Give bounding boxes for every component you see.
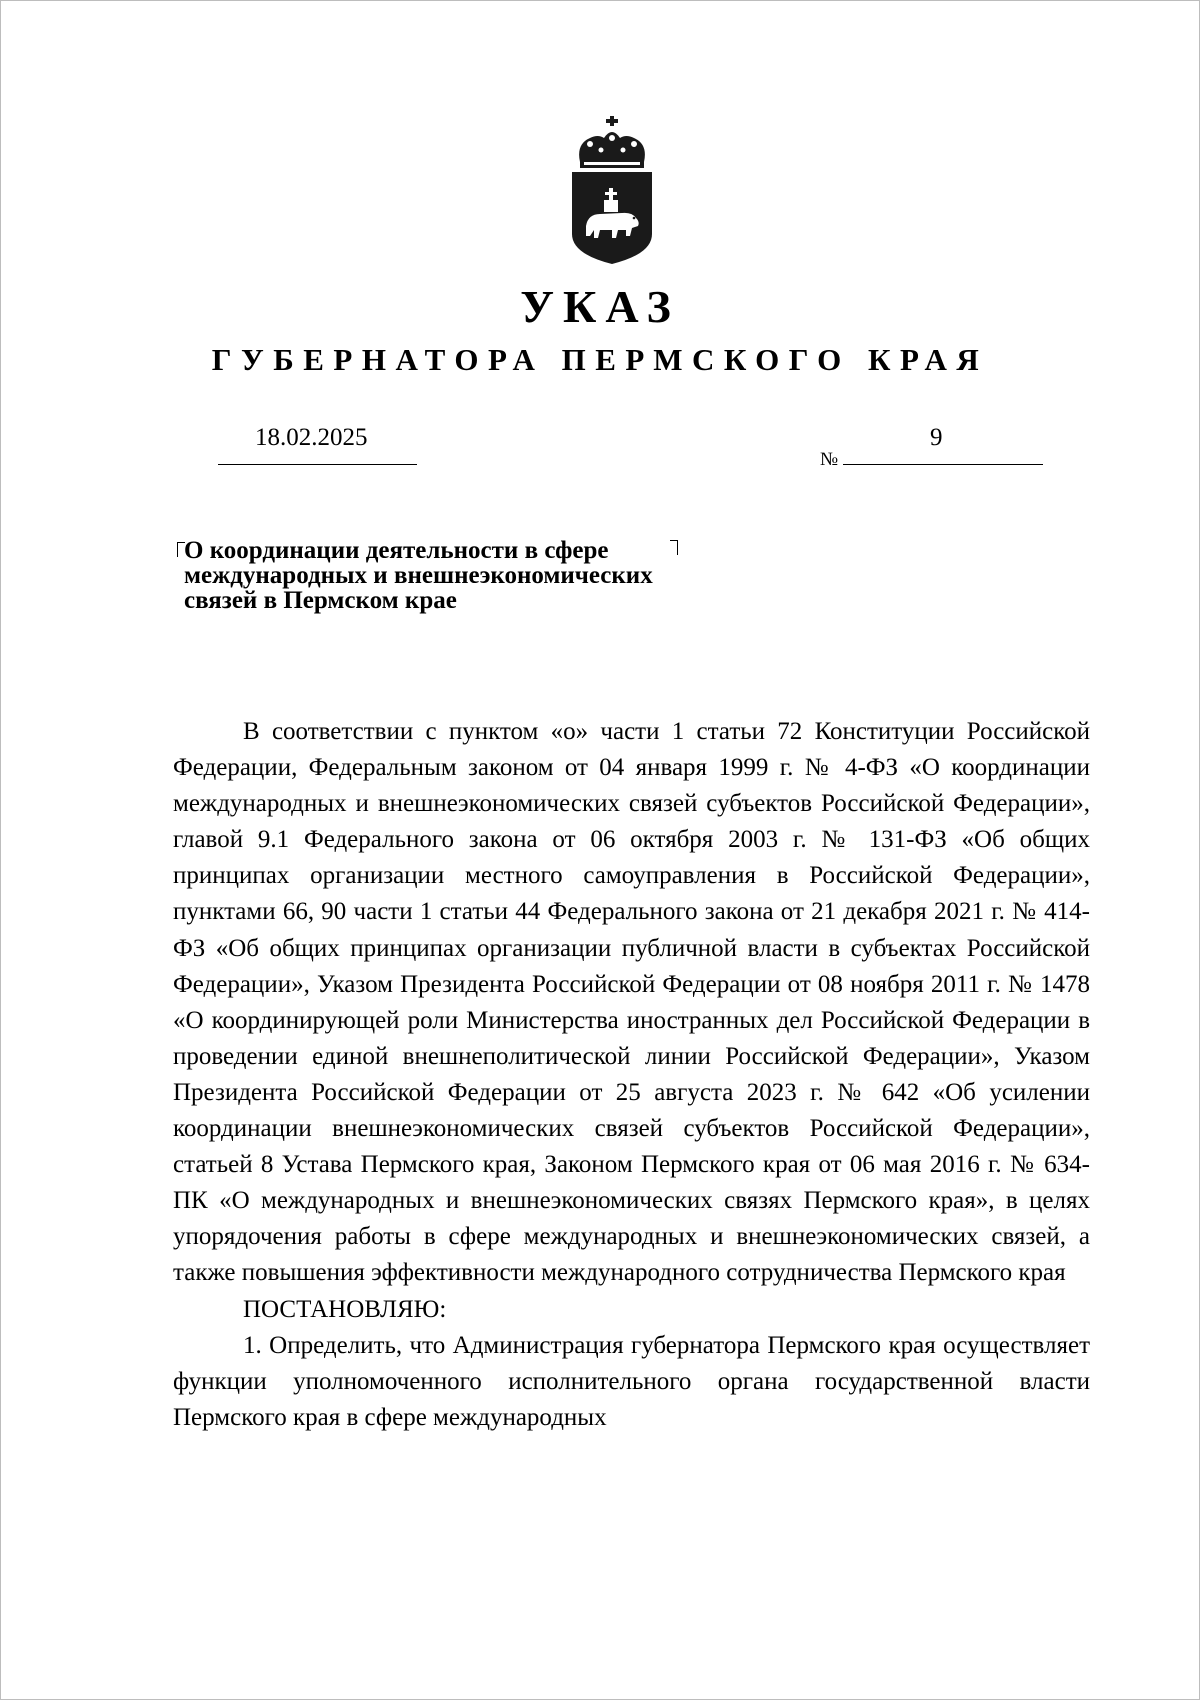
document-body <box>173 714 1090 1436</box>
item-1-paragraph: 1. Определить, что Администрация губернатора Пермского края осуществляет функции уполномоченного исполнительного органа государственной власти Пермского края в сфере международных <box>173 1331 1090 1431</box>
coat-of-arms-icon <box>566 114 658 266</box>
number-sign: № <box>820 449 839 470</box>
document-number: 9 <box>930 424 943 451</box>
subject-bracket-right <box>670 540 678 555</box>
number-underline <box>843 464 1043 465</box>
preamble-paragraph: В соответствии с пунктом «о» части 1 статьи 72 Конституции Российской Федерации, Федеральным законом от 04 января 1999 г. № 4-ФЗ «О координации международных и внешнеэкономических связей субъектов Российской Федерации», главой 9.1 Федерального закона от 06 октября 2003 г. № 131-ФЗ «Об общих принципах организации местного самоуправления в Российской Федерации», пунктами 66, 90 части 1 статьи 44 Федерального закона от 21 декабря 2021 г. № 414-ФЗ «Об общих принципах организации публичной власти в субъектах Российской Федерации», Указом Президента Российской Федерации от 08 ноября 2011 г. № 1478 «О координирующей роли Министерства иностранных дел Российской Федерации в проведении единой внешнеполитической линии Российской Федерации», Указом Президента Российской Федерации от 25 августа 2023 г. № 642 «Об усилении координации внешнеэкономических связей субъектов Российской Федерации», статьей 8 Устава Пермского края, Законом Пермского края от 06 мая 2016 г. № 634-ПК «О международных и внешнеэкономических связях Пермского края», в целях упорядочения работы в сфере международных и внешнеэкономических связей, а также повышения эффективности международного сотрудничества Пермского края <box>173 718 1090 1287</box>
document-date: 18.02.2025 <box>255 424 368 451</box>
document-subtitle: ГУБЕРНАТОРА ПЕРМСКОГО КРАЯ <box>211 342 989 377</box>
subject-line: О координации деятельности в сфере <box>184 537 609 564</box>
date-underline <box>218 464 417 465</box>
document-title: УКАЗ <box>520 281 680 332</box>
decree-word: ПОСТАНОВЛЯЮ: <box>243 1295 447 1323</box>
subject-line: связей в Пермском крае <box>184 587 457 614</box>
subject-line: международных и внешнеэкономических <box>184 562 653 589</box>
document-subject <box>184 538 653 613</box>
